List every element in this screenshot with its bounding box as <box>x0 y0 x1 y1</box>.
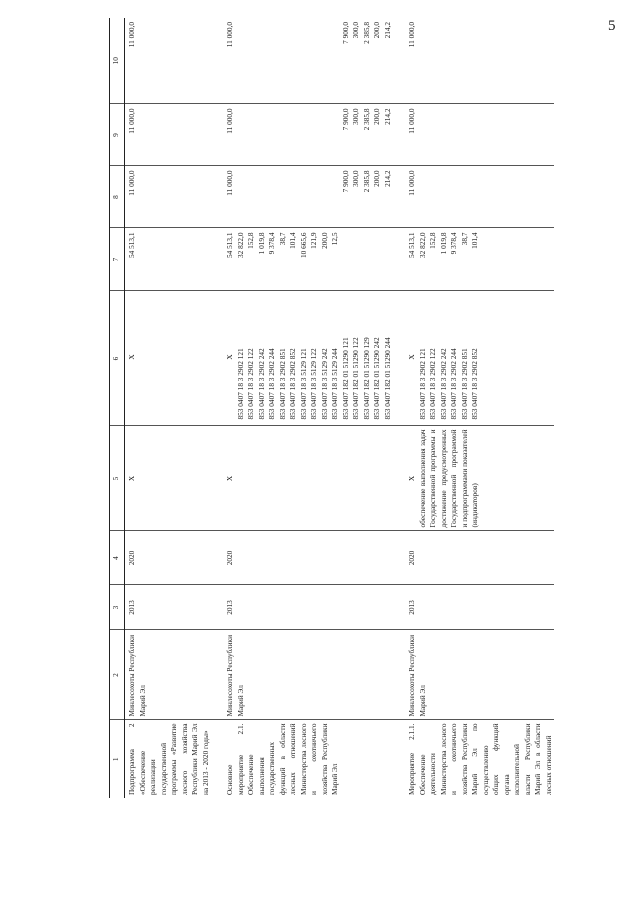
cell-line <box>299 22 310 101</box>
cell-line <box>320 109 331 163</box>
cell-line <box>320 171 331 225</box>
cell-line <box>309 22 320 101</box>
cell-col-8 <box>405 166 554 228</box>
cell-line: 7 900,0 <box>340 108 350 131</box>
cell-line: 54 513,1 <box>407 232 416 259</box>
budget-table <box>109 18 554 798</box>
cell-line <box>288 22 299 101</box>
cell-line: 7 900,0 <box>340 170 350 193</box>
cell-line <box>267 109 278 163</box>
cell-line <box>246 109 257 163</box>
cell-line: X <box>407 354 416 360</box>
cell-line <box>330 22 341 101</box>
cell-col-5 <box>223 426 393 531</box>
cell-col-7 <box>223 228 393 291</box>
cell-line: 853 0407 18 3 2902 851 <box>459 348 469 420</box>
cell-line <box>257 109 268 163</box>
cell-line: 11 000,0 <box>407 22 416 48</box>
col-header-9: 9 <box>110 104 125 166</box>
cell-col-10 <box>223 18 393 104</box>
cell-line <box>383 233 394 288</box>
cell-line: 853 0407 18 3 2902 851 <box>277 348 287 420</box>
cell-line: 11 000,0 <box>225 170 234 196</box>
cell-text: 2013 <box>407 600 416 615</box>
spacer-cell <box>393 18 405 104</box>
cell-col-7 <box>125 228 212 291</box>
cell-col-9 <box>223 104 393 166</box>
cell-line: 853 0407 182 01 51290 121 <box>340 337 350 420</box>
cell-line: X <box>127 354 136 360</box>
spacer-cell <box>211 18 223 104</box>
cell-line: 9 378,4 <box>449 232 458 255</box>
cell-line <box>246 22 257 101</box>
cell-text: Минлесохоты Республики Марий Эл <box>127 634 147 717</box>
cell-line: 200,0 <box>372 22 381 39</box>
cell-text: 2013 <box>127 600 136 615</box>
cell-line: 853 0407 18 3 2902 244 <box>267 348 276 420</box>
cell-line: 300,0 <box>351 170 360 187</box>
cell-line: 1 019,8 <box>256 232 266 255</box>
cell-col-10 <box>125 18 212 104</box>
cell-col-1 <box>223 720 393 798</box>
cell-line: 853 0407 18 3 5129 121 <box>298 348 308 420</box>
cell-line: 200,0 <box>319 232 329 249</box>
cell-text: Подпрограмма 2 «Обеспечение реализации государственной программы «Развитие лесного хозяйства Республики Марий Эл на 2013 - 2020 годы» <box>127 723 210 795</box>
col-header-2: 2 <box>110 630 125 720</box>
cell-line <box>267 22 278 101</box>
cell-text: 2020 <box>407 550 416 566</box>
cell-line: 11 000,0 <box>225 108 234 134</box>
cell-text: Основное мероприятие 2.1. Обеспечение выполнения государственных функций в области лесных отношений Министерства лесного и охотничьего хозяйства Республики Марий Эл <box>225 723 339 795</box>
spacer-cell <box>393 426 405 531</box>
col-header-3: 3 <box>110 585 125 630</box>
col-header-5: 5 <box>110 426 125 531</box>
cell-line <box>236 109 247 163</box>
spacer-cell <box>211 104 223 166</box>
spacer-cell <box>393 585 405 630</box>
cell-line <box>288 171 299 225</box>
cell-line: 152,8 <box>428 232 437 249</box>
cell-line: 152,8 <box>246 232 255 249</box>
cell-line: 32 822,0 <box>417 232 427 259</box>
cell-line <box>257 171 268 225</box>
cell-line: 11 000,0 <box>127 22 136 48</box>
row-spacer <box>393 18 405 798</box>
table-row <box>125 18 212 798</box>
spacer-cell <box>211 291 223 426</box>
col-header-8: 8 <box>110 166 125 228</box>
cell-col-2 <box>405 630 554 720</box>
cell-col-5 <box>125 426 212 531</box>
col-header-10: 10 <box>110 18 125 104</box>
cell-line: 853 0407 182 01 51290 129 <box>361 337 371 420</box>
cell-line <box>372 233 383 288</box>
cell-col-1 <box>125 720 212 798</box>
spacer-cell <box>393 291 405 426</box>
cell-line: 7 900,0 <box>340 22 350 44</box>
cell-line: 200,0 <box>372 108 381 125</box>
cell-text: 2020 <box>127 550 136 566</box>
spacer-cell <box>211 720 223 798</box>
cell-col-1 <box>405 720 554 798</box>
cell-col-7 <box>405 228 554 291</box>
cell-col-3 <box>405 585 554 630</box>
cell-text: 2020 <box>225 550 234 566</box>
cell-line <box>288 109 299 163</box>
cell-col-10 <box>405 18 554 104</box>
cell-line: 11 000,0 <box>127 108 136 134</box>
cell-line: 214,2 <box>382 22 392 39</box>
cell-line: X <box>225 354 234 360</box>
cell-col-2 <box>223 630 393 720</box>
cell-line <box>246 171 257 225</box>
cell-line <box>362 233 373 288</box>
cell-line: 214,2 <box>382 170 392 187</box>
cell-line: 853 0407 182 01 51290 244 <box>382 337 392 420</box>
row-spacer <box>211 18 223 798</box>
cell-line: 11 000,0 <box>127 170 136 196</box>
cell-line: 214,2 <box>382 108 392 125</box>
cell-text: X <box>127 475 136 482</box>
cell-text: 2013 <box>225 600 234 615</box>
cell-line: 11 000,0 <box>407 108 416 134</box>
cell-line: 54 513,1 <box>225 232 234 259</box>
spacer-cell <box>211 228 223 291</box>
cell-line: 10 665,6 <box>298 232 308 259</box>
cell-line <box>320 22 331 101</box>
cell-text: X <box>225 475 234 482</box>
cell-text: обеспечение выполнения задач Государственной программы и достижение предусмотренных Государственной программой и подпрограммами показателей (индикаторов) <box>417 429 479 528</box>
cell-line: 853 0407 18 3 2902 852 <box>288 348 297 420</box>
cell-line: 853 0407 18 3 2902 852 <box>470 348 479 420</box>
cell-line: 300,0 <box>351 108 360 125</box>
cell-col-6 <box>405 291 554 426</box>
cell-line: 2 385,8 <box>361 22 371 44</box>
cell-line <box>299 171 310 225</box>
cell-line: 853 0407 18 3 2902 122 <box>246 348 255 420</box>
cell-line: 11 000,0 <box>407 170 416 196</box>
cell-line: 853 0407 18 3 5129 242 <box>319 348 329 420</box>
cell-line: 38,7 <box>459 232 469 246</box>
cell-col-4 <box>405 531 554 585</box>
cell-col-6 <box>125 291 212 426</box>
cell-col-4 <box>125 531 212 585</box>
col-header-1: 1 <box>110 720 125 798</box>
cell-line: 121,9 <box>309 232 318 249</box>
cell-line: 9 378,4 <box>267 232 276 255</box>
cell-text: Минлесохоты Республики Марий Эл <box>225 634 245 717</box>
rotated-page-content <box>109 18 604 798</box>
cell-line <box>309 109 320 163</box>
cell-line <box>236 171 247 225</box>
cell-line: 853 0407 182 01 51290 242 <box>372 337 381 420</box>
cell-line <box>309 171 320 225</box>
cell-line: 200,0 <box>372 170 381 187</box>
spacer-cell <box>393 720 405 798</box>
spacer-cell <box>393 104 405 166</box>
cell-line: 2 385,8 <box>361 108 371 131</box>
col-header-7: 7 <box>110 228 125 291</box>
cell-col-3 <box>125 585 212 630</box>
cell-line: 853 0407 182 01 51290 122 <box>351 337 360 420</box>
cell-col-3 <box>223 585 393 630</box>
cell-line <box>278 22 289 101</box>
table-row <box>405 18 554 798</box>
cell-line <box>278 109 289 163</box>
cell-col-6 <box>223 291 393 426</box>
table-row <box>223 18 393 798</box>
spacer-cell <box>211 630 223 720</box>
cell-line <box>299 109 310 163</box>
spacer-cell <box>211 426 223 531</box>
col-header-4: 4 <box>110 531 125 585</box>
cell-line: 853 0407 18 3 5129 244 <box>330 348 339 420</box>
spacer-cell <box>211 585 223 630</box>
cell-line <box>257 22 268 101</box>
spacer-cell <box>393 630 405 720</box>
cell-line: 1 019,8 <box>438 232 448 255</box>
cell-text: Минлесохоты Республики Марий Эл <box>407 634 427 717</box>
cell-line <box>330 109 341 163</box>
cell-line <box>278 171 289 225</box>
cell-line: 853 0407 18 3 2902 242 <box>438 348 448 420</box>
page-number: 5 <box>608 18 616 34</box>
col-header-6: 6 <box>110 291 125 426</box>
cell-col-5 <box>405 426 554 531</box>
cell-line: 11 000,0 <box>225 22 234 48</box>
cell-line: 853 0407 18 3 2902 122 <box>428 348 437 420</box>
cell-line: 2 385,8 <box>361 170 371 193</box>
cell-line: 101,4 <box>288 232 297 249</box>
cell-line: 32 822,0 <box>235 232 245 259</box>
cell-line <box>341 233 352 288</box>
cell-line: 853 0407 18 3 5129 122 <box>309 348 318 420</box>
cell-line: 101,4 <box>470 232 479 249</box>
cell-col-8 <box>125 166 212 228</box>
cell-line: 38,7 <box>277 232 287 246</box>
table-body <box>125 18 555 798</box>
cell-col-4 <box>223 531 393 585</box>
spacer-cell <box>393 531 405 585</box>
cell-col-2 <box>125 630 212 720</box>
cell-line <box>267 171 278 225</box>
cell-line: 853 0407 18 3 2902 121 <box>235 348 245 420</box>
cell-line: 12,5 <box>330 232 339 246</box>
cell-line: 853 0407 18 3 2902 242 <box>256 348 266 420</box>
cell-col-8 <box>223 166 393 228</box>
header-row <box>110 18 125 798</box>
cell-line <box>236 22 247 101</box>
cell-line <box>351 233 362 288</box>
cell-line: 300,0 <box>351 22 360 39</box>
spacer-cell <box>211 531 223 585</box>
spacer-cell <box>211 166 223 228</box>
cell-line: 54 513,1 <box>127 232 136 259</box>
cell-col-9 <box>405 104 554 166</box>
cell-line: 853 0407 18 3 2902 244 <box>449 348 458 420</box>
cell-text: X <box>407 475 416 482</box>
cell-text: Мероприятие 2.1.1. Обеспечение деятельности Министерства лесного и охотничьего хозяйства Республики Марий Эл по осуществлению общих функций органа исполнительной власти Республики Марий Эл в области лесных отношений <box>407 723 553 795</box>
cell-col-9 <box>125 104 212 166</box>
cell-line <box>330 171 341 225</box>
spacer-cell <box>393 228 405 291</box>
spacer-cell <box>393 166 405 228</box>
cell-line: 853 0407 18 3 2902 121 <box>417 348 427 420</box>
